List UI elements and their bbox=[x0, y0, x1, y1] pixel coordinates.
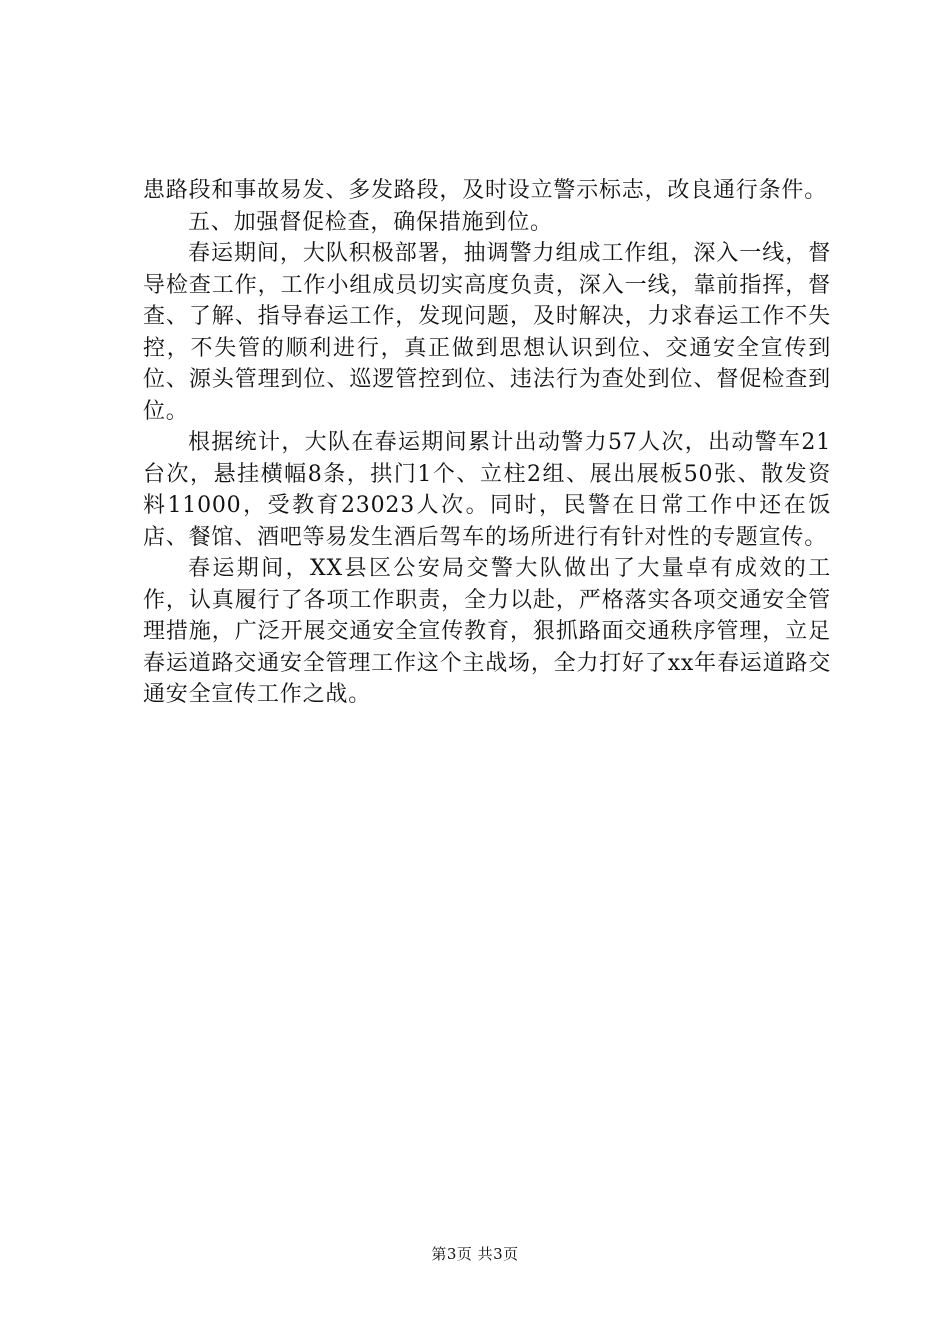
page-number-footer: 第3页 共3页 bbox=[431, 1245, 519, 1263]
paragraph-spring-transport: 春运期间，大队积极部署，抽调警力组成工作组，深入一线，督导检查工作，工作小组成员切实高度负责，深入一线，靠前指挥，督查、了解、指导春运工作，发现问题，及时解决，力求春运工作不失控，不失管的顺利进行，真正做到思想认识到位、交通安全宣传到位、源头管理到位、巡逻管控到位、违法行为查处到位、督促检查到位。 bbox=[143, 241, 831, 424]
paragraph-summary: 春运期间，XX县区公安局交警大队做出了大量卓有成效的工作，认真履行了各项工作职责，全力以赴，严格落实各项交通安全管理措施，广泛开展交通安全宣传教育，狠抓路面交通秩序管理，立足春运道路交通安全管理工作这个主战场，全力打好了xx年春运道路交通安全宣传工作之战。 bbox=[143, 556, 831, 707]
section-heading: 五、加强督促检查，确保措施到位。 bbox=[188, 209, 553, 235]
paragraph-continuation: 患路段和事故易发、多发路段，及时设立警示标志，改良通行条件。 bbox=[143, 178, 828, 203]
paragraph-statistics: 根据统计，大队在春运期间累计出动警力57人次，出动警车21台次，悬挂横幅8条，拱门1个、立柱2组、展出展板50张、散发资料11000，受教育23023人次。同时，民警在日常工作中还在饭店、餐馆、酒吧等易发生酒后驾车的场所进行有针对性的专题宣传。 bbox=[143, 430, 831, 550]
document-body bbox=[143, 175, 831, 711]
